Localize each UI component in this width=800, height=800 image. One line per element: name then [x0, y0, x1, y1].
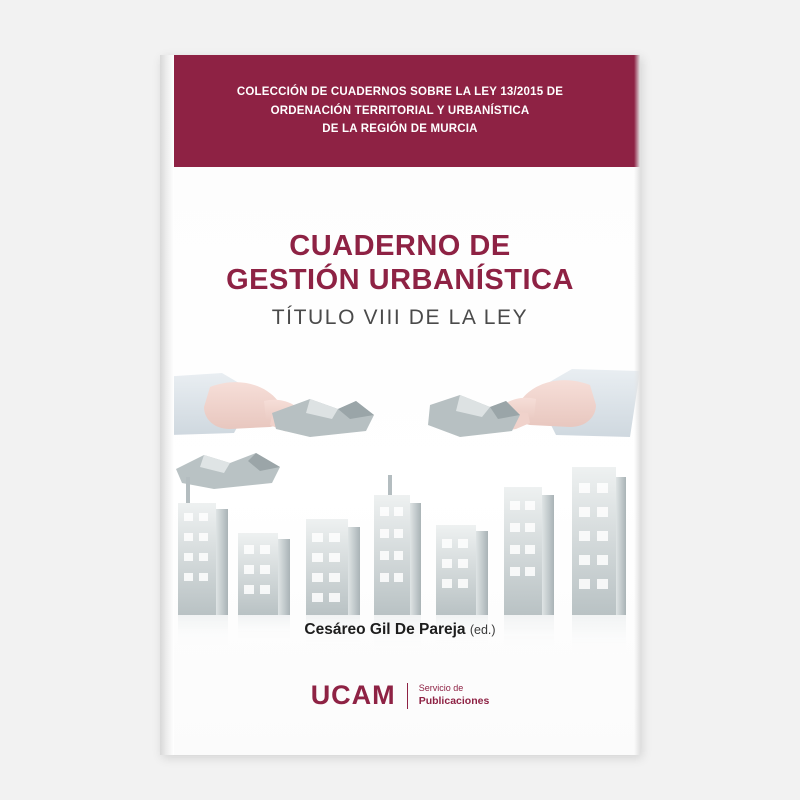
- ucam-logo-mark: UCAM: [310, 680, 396, 710]
- buildings-group: [178, 467, 626, 615]
- book-right-edge: [634, 55, 640, 755]
- author-name: Cesáreo Gil De Pareja: [304, 621, 466, 638]
- publisher-name: [419, 682, 490, 708]
- publisher-logo: [160, 680, 640, 711]
- collection-line-2: ORDENACIÓN TERRITORIAL Y URBANÍSTICA: [270, 104, 530, 117]
- page-subtitle: TÍTULO VIII DE LA LEY: [271, 306, 529, 330]
- author-role: (ed.): [469, 623, 496, 637]
- book-cover: [160, 55, 640, 755]
- paper-chunk-right: [428, 395, 520, 437]
- logo-divider: [407, 683, 408, 709]
- collection-line-3: DE LA REGIÓN DE MURCIA: [322, 123, 478, 136]
- title-block: [160, 229, 640, 330]
- book-spine: [160, 55, 174, 755]
- collection-band: [160, 55, 640, 167]
- cover-body: [160, 167, 640, 755]
- author-line: [160, 621, 640, 639]
- publisher-line-1: Servicio de: [418, 683, 464, 694]
- cloud-icon: [176, 453, 280, 489]
- page-title: [160, 229, 640, 297]
- publisher-line-2: Publicaciones: [418, 695, 490, 708]
- title-line-1: CUADERNO DE: [289, 230, 511, 262]
- title-line-2: GESTIÓN URBANÍSTICA: [226, 264, 574, 297]
- hand-right-group: [497, 369, 640, 437]
- collection-text: [207, 83, 593, 140]
- collection-line-1: COLECCIÓN DE CUADERNOS SOBRE LA LEY 13/2015 DE: [236, 85, 564, 98]
